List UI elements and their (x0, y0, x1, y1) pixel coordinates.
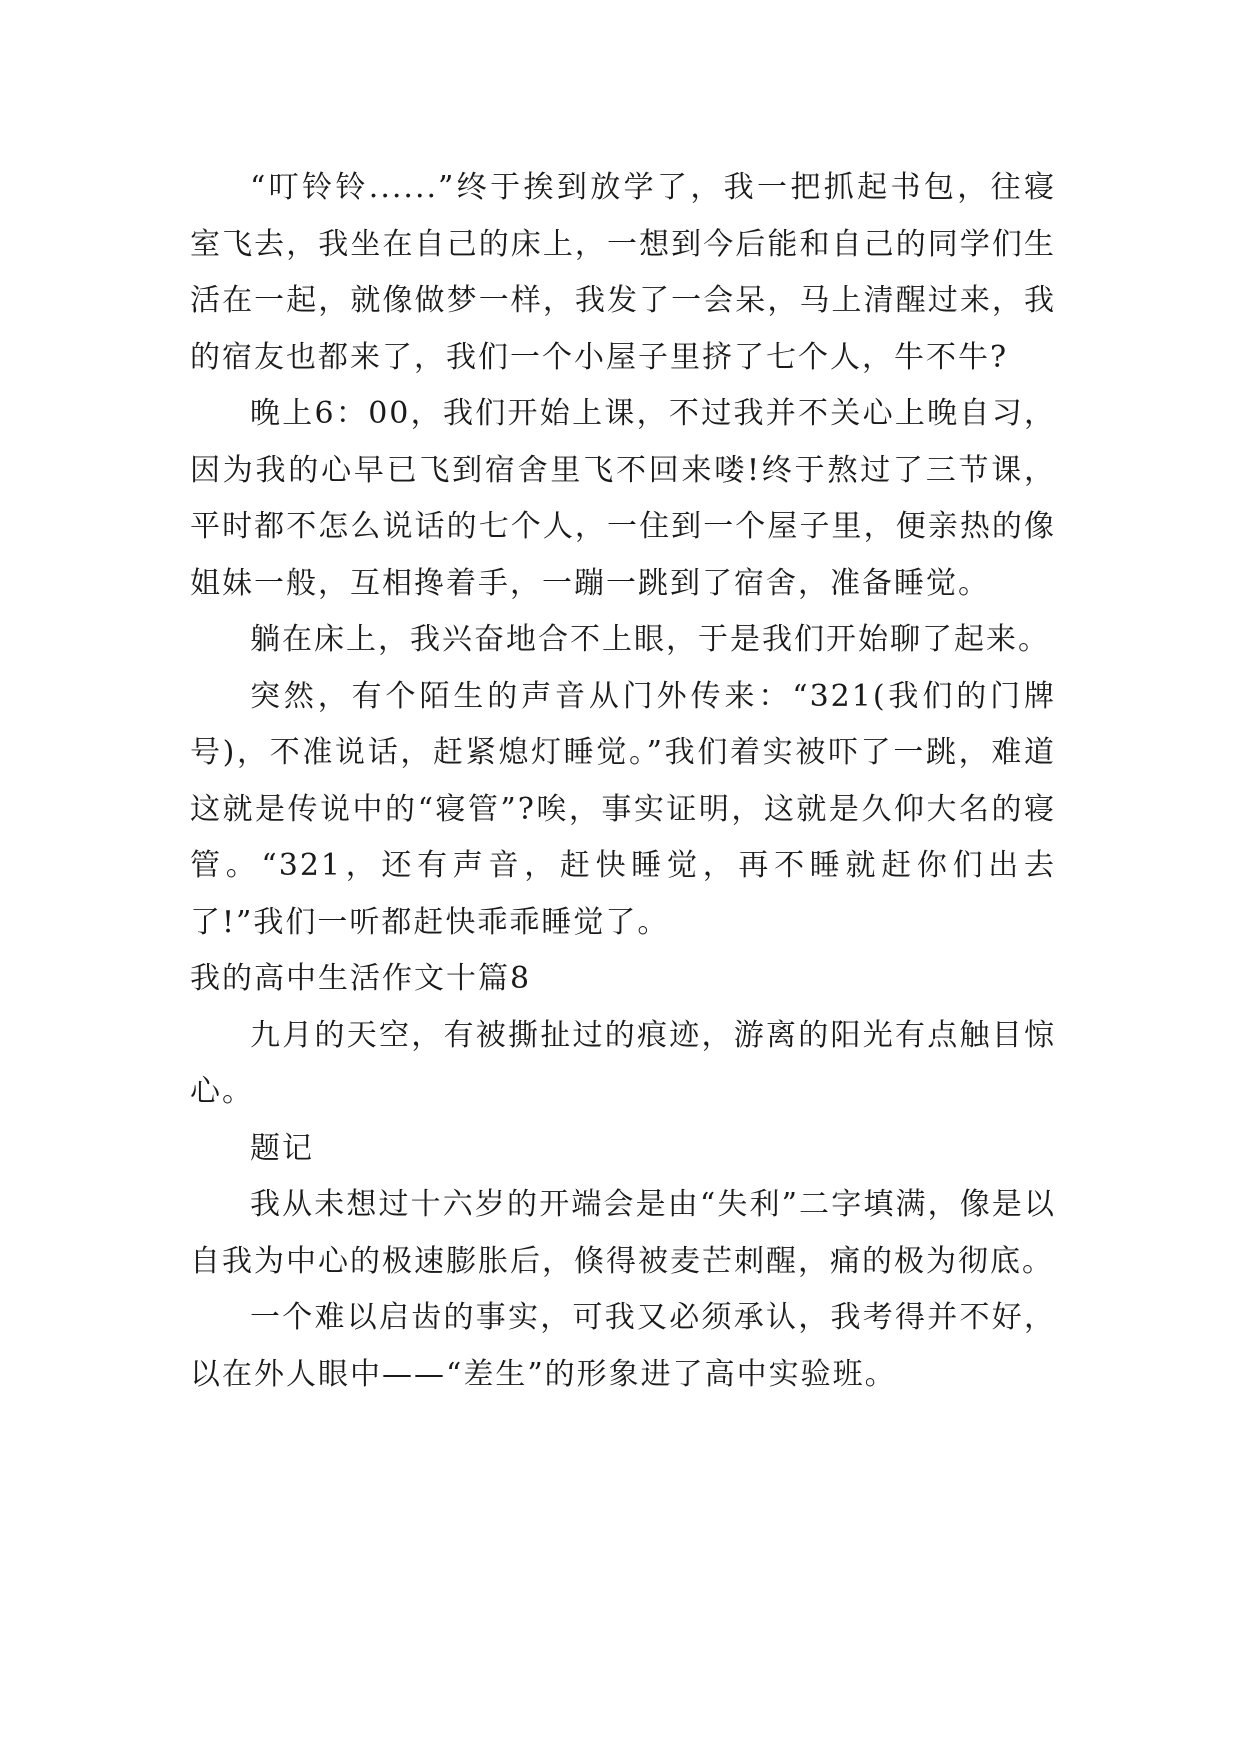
paragraph: 一个难以启齿的事实，可我又必须承认，我考得并不好，以在外人眼中——“差生”的形象进了高中实验班。 (190, 1300, 1056, 1392)
paragraph: 九月的天空，有被撕扯过的痕迹，游离的阳光有点触目惊心。 (190, 1017, 1056, 1109)
section-heading: 我的高中生活作文十篇8 (190, 961, 532, 996)
paragraph: 突然，有个陌生的声音从门外传来：“321(我们的门牌号)，不准说话，赶紧熄灯睡觉。”我们着实被吓了一跳，难道这就是传说中的“寝管”?唉，事实证明，这就是久仰大名的寝管。“321，还有声音，赶快睡觉，再不睡就赶你们出去了!”我们一听都赶快乖乖睡觉了。 (190, 678, 1056, 940)
epigraph-label: 题记 (250, 1130, 314, 1166)
document-body (190, 160, 1056, 1403)
paragraph: 我从未想过十六岁的开端会是由“失利”二字填满，像是以自我为中心的极速膨胀后，倏得被麦芒刺醒，痛的极为彻底。 (190, 1187, 1056, 1279)
paragraph: 晚上6：00，我们开始上课，不过我并不关心上晚自习，因为我的心早已飞到宿舍里飞不回来喽!终于熬过了三节课，平时都不怎么说话的七个人，一住到一个屋子里，便亲热的像姐妹一般，互相搀着手，一蹦一跳到了宿舍，准备睡觉。 (190, 396, 1056, 601)
paragraph: “叮铃铃......”终于挨到放学了，我一把抓起书包，往寝室飞去，我坐在自己的床上，一想到今后能和自己的同学们生活在一起，就像做梦一样，我发了一会呆，马上清醒过来，我的宿友也都来了，我们一个小屋子里挤了七个人，牛不牛? (190, 170, 1056, 375)
paragraph: 躺在床上，我兴奋地合不上眼，于是我们开始聊了起来。 (250, 622, 1050, 657)
